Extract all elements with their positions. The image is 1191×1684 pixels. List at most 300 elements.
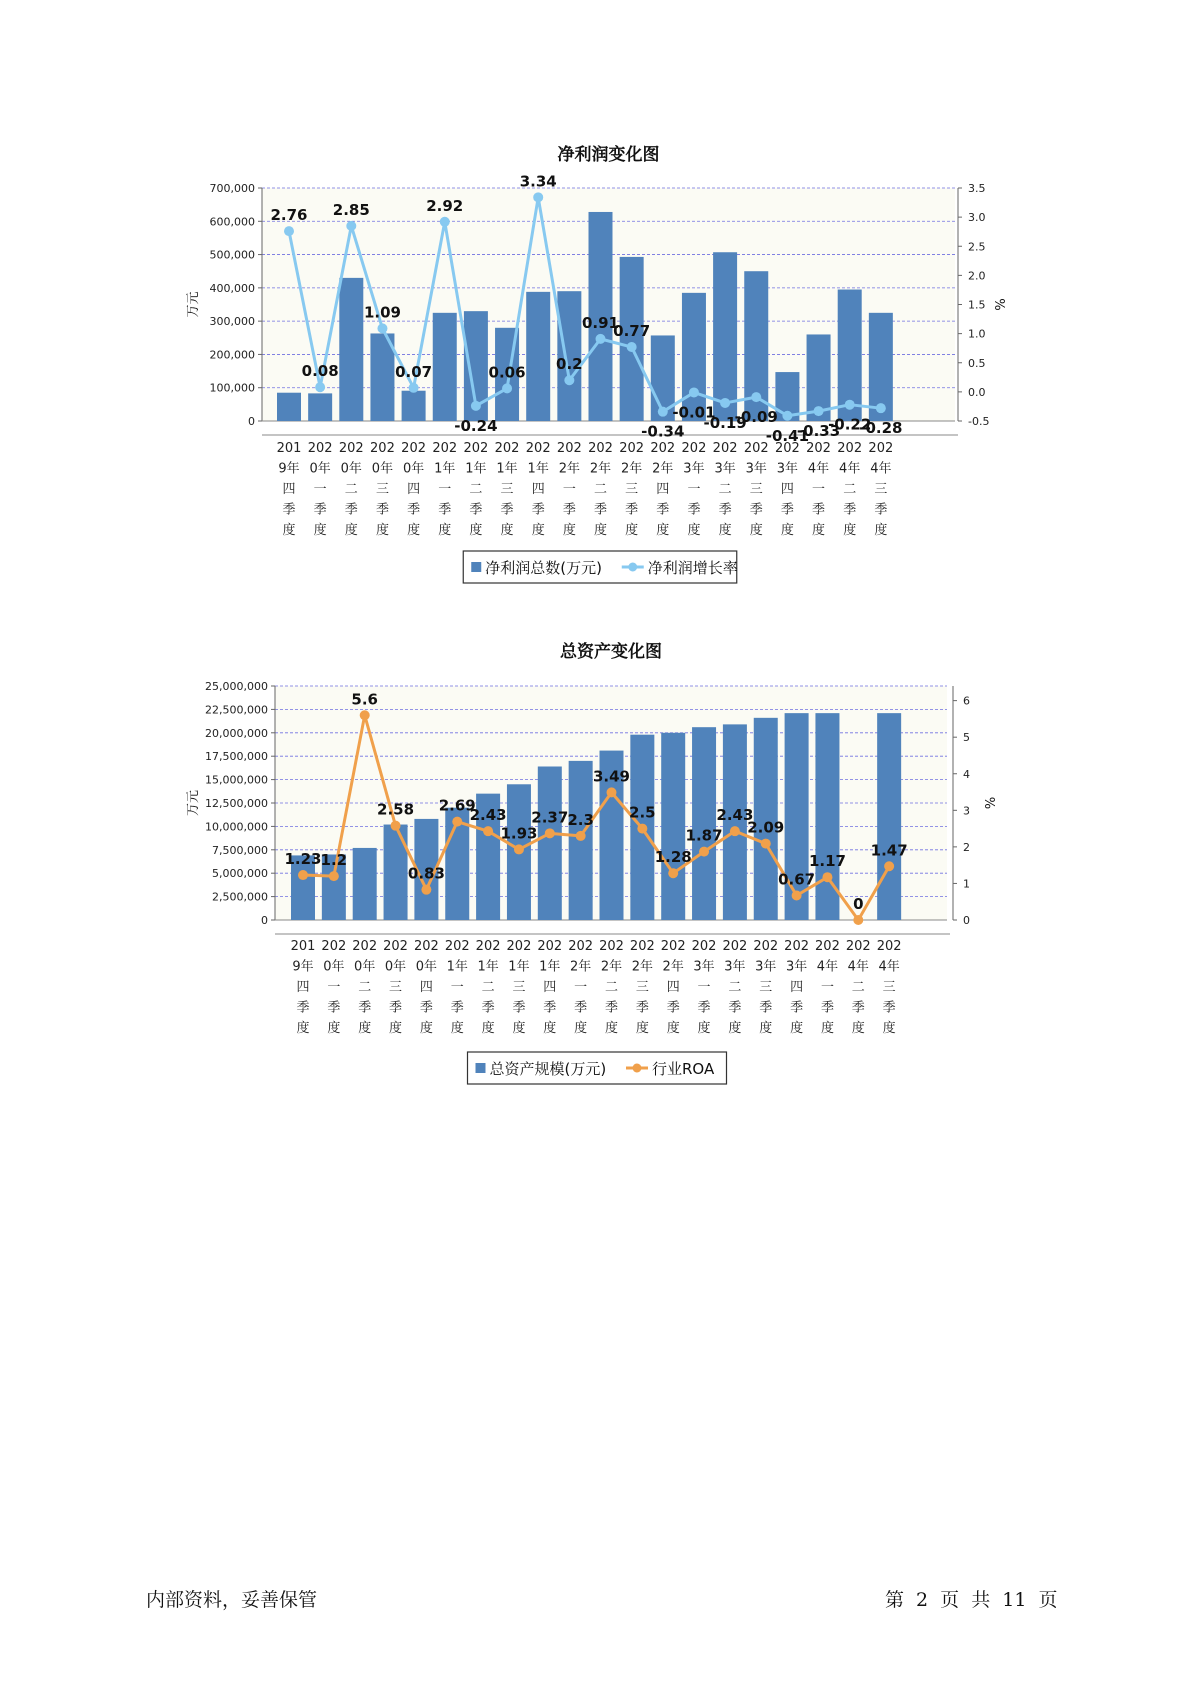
x-tick-label: 季 — [851, 1000, 865, 1016]
x-tick-label: 4年 — [878, 959, 900, 975]
x-tick-label: 一 — [327, 980, 341, 995]
x-tick-label: 0年 — [309, 461, 331, 477]
x-tick-label: 度 — [687, 523, 701, 538]
line-point — [720, 398, 730, 408]
data-label: 2.43 — [469, 806, 507, 825]
x-tick-label: 度 — [531, 523, 545, 538]
x-tick-label: 202 — [691, 939, 717, 954]
y2-tick-label: 3.0 — [968, 211, 986, 225]
x-tick-label: 季 — [389, 1000, 403, 1016]
x-tick-label: 度 — [635, 1021, 649, 1036]
x-tick-label: 二 — [481, 980, 495, 995]
x-tick-label: 1年 — [465, 461, 487, 477]
x-tick-label: 季 — [438, 502, 452, 518]
x-tick-label: 202 — [722, 939, 748, 954]
x-tick-label: 202 — [784, 939, 810, 954]
x-tick-label: 度 — [419, 1021, 433, 1036]
chart-title: 总资产变化图 — [560, 642, 662, 662]
x-tick-label: 度 — [481, 1021, 495, 1036]
x-tick-label: 季 — [574, 1000, 588, 1016]
data-label: -0.34 — [641, 422, 685, 441]
x-tick-label: 4年 — [870, 461, 892, 477]
x-tick-label: 四 — [407, 482, 421, 497]
x-tick-label: 度 — [843, 523, 857, 538]
x-tick-label: 3年 — [683, 461, 705, 477]
x-tick-label: 1年 — [446, 959, 468, 975]
y-tick-label: 0 — [261, 914, 268, 927]
x-tick-label: 度 — [851, 1021, 865, 1036]
bar — [277, 393, 301, 421]
x-tick-label: 三 — [500, 482, 514, 497]
x-tick-label: 202 — [743, 441, 769, 456]
x-tick-label: 季 — [358, 1000, 372, 1016]
x-tick-label: 季 — [635, 1000, 649, 1016]
x-tick-label: 202 — [806, 441, 831, 456]
y2-tick-label: 3 — [963, 804, 970, 818]
footer-confidential-note: 内部资料，妥善保管 — [146, 1589, 318, 1611]
x-tick-label: 202 — [660, 939, 686, 954]
bar — [682, 293, 706, 421]
y2-tick-label: 1.5 — [968, 298, 986, 312]
x-tick-label: 季 — [562, 502, 576, 518]
x-tick-label: 季 — [407, 502, 421, 518]
x-tick-label: 1年 — [496, 461, 518, 477]
y2-axis-title: % — [984, 796, 999, 810]
data-label: 0.2 — [556, 355, 583, 374]
data-label: -0.19 — [703, 413, 747, 432]
line-point — [853, 915, 863, 925]
x-tick-label: 202 — [629, 939, 655, 954]
x-tick-label: 一 — [438, 482, 452, 497]
data-label: -0.22 — [828, 415, 872, 434]
data-label: 3.49 — [592, 767, 631, 786]
x-tick-label: 季 — [820, 1000, 834, 1016]
data-label: 1.87 — [685, 826, 723, 845]
y-axis-title: 万元 — [186, 789, 201, 817]
line-point — [533, 192, 543, 202]
x-tick-label: 季 — [327, 1000, 341, 1016]
x-tick-label: 季 — [344, 502, 358, 518]
x-tick-label: 三 — [512, 980, 526, 995]
x-tick-label: 202 — [868, 441, 894, 456]
x-tick-label: 3年 — [714, 461, 736, 477]
y2-tick-label: 1.0 — [968, 327, 986, 341]
line-point — [884, 861, 894, 871]
x-tick-label: 季 — [419, 1000, 433, 1016]
data-label: 2.85 — [332, 200, 370, 219]
x-tick-label: 度 — [562, 523, 576, 538]
line-point — [329, 871, 339, 881]
x-tick-label: 季 — [812, 502, 826, 518]
data-label: 2.92 — [426, 196, 464, 215]
x-tick-label: 0年 — [384, 959, 407, 975]
y2-tick-label: 0.0 — [968, 385, 986, 399]
x-tick-label: 季 — [780, 502, 794, 518]
x-tick-label: 202 — [475, 939, 501, 954]
data-label: 1.93 — [500, 824, 538, 843]
line-point — [452, 817, 462, 827]
x-tick-label: 季 — [687, 502, 701, 518]
line-point — [483, 826, 493, 836]
x-tick-label: 度 — [882, 1021, 896, 1036]
x-tick-label: 度 — [313, 523, 327, 538]
y2-tick-label: 1 — [963, 877, 970, 891]
y-tick-label: 15,000,000 — [205, 773, 268, 787]
x-tick-label: 四 — [666, 980, 680, 995]
line-point — [360, 710, 370, 720]
data-label: -0.24 — [454, 416, 498, 435]
data-label: 2.5 — [629, 803, 656, 822]
x-tick-label: 9年 — [292, 959, 314, 975]
x-tick-label: 一 — [313, 482, 327, 497]
x-tick-label: 202 — [588, 441, 613, 456]
line-point — [751, 392, 761, 402]
x-tick-label: 度 — [438, 523, 452, 538]
x-tick-label: 季 — [593, 502, 608, 518]
x-tick-label: 202 — [383, 939, 408, 954]
x-tick-label: 2年 — [652, 461, 674, 477]
line-point — [502, 383, 512, 393]
x-tick-label: 季 — [296, 1000, 310, 1016]
x-tick-label: 二 — [843, 482, 857, 497]
x-tick-label: 202 — [568, 939, 594, 954]
x-tick-label: 度 — [282, 523, 296, 538]
data-label: 1.47 — [870, 841, 908, 860]
x-tick-label: 202 — [494, 441, 520, 456]
x-tick-label: 季 — [375, 502, 389, 518]
data-label: 0.77 — [613, 322, 651, 341]
x-tick-label: 4年 — [807, 461, 830, 477]
x-tick-label: 9年 — [278, 461, 300, 477]
x-tick-label: 季 — [450, 1000, 464, 1016]
x-tick-label: 季 — [543, 1000, 557, 1016]
x-tick-label: 202 — [525, 441, 551, 456]
x-tick-label: 季 — [874, 502, 888, 518]
bar — [526, 292, 550, 421]
y-tick-label: 100,000 — [209, 381, 255, 395]
x-tick-label: 一 — [697, 980, 711, 995]
x-tick-label: 度 — [780, 523, 794, 538]
chart-title: 净利润变化图 — [557, 145, 660, 165]
x-tick-label: 一 — [687, 482, 701, 497]
line-point — [284, 226, 294, 236]
y-tick-label: 600,000 — [209, 215, 255, 229]
x-tick-label: 季 — [759, 1000, 773, 1016]
x-tick-label: 季 — [728, 1000, 742, 1016]
legend-label: 总资产规模(万元) — [489, 1060, 607, 1078]
x-tick-label: 度 — [574, 1021, 588, 1036]
bar — [308, 393, 332, 421]
x-tick-label: 202 — [556, 441, 582, 456]
x-tick-label: 季 — [656, 502, 670, 518]
x-tick-label: 度 — [450, 1021, 464, 1036]
data-label: 2.09 — [747, 818, 785, 837]
x-tick-label: 202 — [753, 939, 779, 954]
x-tick-label: 季 — [481, 1000, 495, 1016]
x-tick-label: 季 — [749, 502, 763, 518]
x-tick-label: 202 — [712, 441, 738, 456]
bar — [713, 252, 737, 421]
line-point — [658, 407, 668, 417]
x-tick-label: 季 — [469, 502, 483, 518]
line-point — [689, 387, 699, 397]
line-point — [346, 221, 356, 231]
data-label: 1.17 — [808, 852, 846, 871]
x-tick-label: 三 — [749, 482, 763, 497]
data-label: 2.37 — [531, 808, 569, 827]
x-tick-label: 202 — [599, 939, 624, 954]
x-tick-label: 0年 — [402, 461, 425, 477]
y2-tick-label: 3.5 — [968, 182, 986, 195]
legend — [468, 1052, 727, 1084]
bar — [339, 278, 363, 421]
data-label: 2.3 — [567, 810, 594, 829]
x-tick-label: 一 — [574, 980, 588, 995]
x-tick-label: 度 — [358, 1021, 372, 1036]
x-tick-label: 度 — [812, 523, 826, 538]
x-tick-label: 季 — [625, 502, 639, 518]
x-tick-label: 度 — [697, 1021, 711, 1036]
x-tick-label: 202 — [463, 441, 489, 456]
x-tick-label: 2年 — [558, 461, 580, 477]
line-point — [607, 787, 617, 797]
x-tick-label: 度 — [625, 523, 639, 538]
line-point — [668, 868, 678, 878]
x-tick-label: 0年 — [415, 959, 438, 975]
x-tick-label: 度 — [820, 1021, 834, 1036]
y2-tick-label: 5 — [963, 731, 970, 745]
y-axis-title: 万元 — [186, 291, 201, 318]
x-tick-label: 度 — [296, 1021, 310, 1036]
x-tick-label: 202 — [537, 939, 563, 954]
data-label: -0.41 — [765, 426, 810, 445]
y-tick-label: 10,000,000 — [205, 820, 268, 834]
y-tick-label: 400,000 — [209, 281, 255, 295]
data-label: -0.33 — [796, 422, 841, 441]
x-tick-label: 2年 — [589, 461, 612, 477]
y2-tick-label: -0.5 — [968, 415, 990, 428]
line-point — [761, 839, 771, 849]
data-label: 2.76 — [270, 206, 308, 225]
x-tick-label: 四 — [531, 482, 545, 497]
data-label: 1.28 — [654, 848, 692, 867]
footer-page-number: 第 2 页 共 11 页 — [885, 1589, 1058, 1611]
bar — [433, 313, 457, 421]
x-tick-label: 202 — [876, 939, 902, 954]
x-tick-label: 1年 — [539, 959, 561, 975]
line-point — [699, 847, 709, 857]
data-label: 0.83 — [407, 864, 445, 883]
x-tick-label: 0年 — [340, 461, 362, 477]
net-profit-chart — [186, 144, 1009, 583]
line-point — [298, 870, 308, 880]
x-tick-label: 0年 — [371, 461, 394, 477]
x-tick-label: 0年 — [323, 959, 345, 975]
line-point — [576, 831, 586, 841]
x-tick-label: 202 — [338, 441, 364, 456]
x-tick-label: 度 — [407, 523, 421, 538]
x-tick-label: 202 — [650, 441, 676, 456]
x-tick-label: 度 — [469, 523, 483, 538]
y2-tick-label: 6 — [963, 694, 970, 708]
bar — [877, 713, 901, 920]
y-tick-label: 200,000 — [209, 348, 255, 362]
legend-label: 净利润增长率 — [647, 559, 738, 577]
x-tick-label: 202 — [774, 441, 800, 456]
data-label: -0.09 — [734, 408, 778, 427]
x-tick-label: 2年 — [600, 959, 623, 975]
y-tick-label: 0 — [248, 415, 255, 428]
x-tick-label: 度 — [728, 1021, 742, 1036]
line-point — [545, 828, 555, 838]
data-label: 0.06 — [488, 363, 526, 382]
legend — [463, 551, 738, 583]
x-tick-label: 季 — [282, 502, 296, 518]
x-tick-label: 三 — [375, 482, 389, 497]
y-tick-label: 300,000 — [209, 315, 255, 329]
x-tick-label: 度 — [604, 1021, 619, 1036]
y-tick-label: 700,000 — [209, 182, 255, 195]
data-label: 0.91 — [581, 313, 620, 332]
x-tick-label: 三 — [882, 980, 896, 995]
total-assets-chart — [186, 641, 999, 1084]
x-tick-label: 4年 — [839, 461, 861, 477]
x-tick-label: 4年 — [847, 959, 869, 975]
y-tick-label: 22,500,000 — [205, 703, 268, 717]
x-tick-label: 三 — [874, 482, 888, 497]
data-label: 1.09 — [363, 303, 401, 322]
x-tick-label: 三 — [635, 980, 649, 995]
x-tick-label: 二 — [604, 980, 619, 995]
x-tick-label: 季 — [697, 1000, 711, 1016]
legend-swatch-point — [633, 1064, 642, 1073]
legend-swatch-bar — [476, 1063, 486, 1073]
x-tick-label: 季 — [313, 502, 327, 518]
x-tick-label: 三 — [625, 482, 639, 497]
x-tick-label: 二 — [344, 482, 358, 497]
x-tick-label: 202 — [444, 939, 470, 954]
line-point — [409, 383, 419, 393]
line-point — [876, 403, 886, 413]
legend-swatch-point — [628, 563, 637, 572]
line-point — [822, 872, 832, 882]
legend-swatch-bar — [471, 562, 481, 572]
line-point — [627, 342, 637, 352]
x-tick-label: 1年 — [434, 461, 456, 477]
x-tick-label: 度 — [375, 523, 389, 538]
x-tick-label: 二 — [469, 482, 483, 497]
y-tick-label: 25,000,000 — [205, 680, 268, 693]
y-tick-label: 5,000,000 — [212, 867, 268, 881]
y-tick-label: 500,000 — [209, 248, 255, 262]
x-tick-label: 度 — [790, 1021, 804, 1036]
y-tick-label: 2,500,000 — [212, 890, 268, 904]
x-tick-label: 度 — [874, 523, 888, 538]
x-tick-label: 度 — [718, 523, 732, 538]
x-tick-label: 一 — [450, 980, 464, 995]
x-tick-label: 202 — [619, 441, 645, 456]
line-point — [814, 406, 824, 416]
x-tick-label: 度 — [512, 1021, 526, 1036]
data-label: 5.6 — [351, 690, 378, 709]
x-tick-label: 季 — [512, 1000, 526, 1016]
x-tick-label: 度 — [389, 1021, 403, 1036]
x-tick-label: 季 — [790, 1000, 804, 1016]
x-tick-label: 202 — [681, 441, 707, 456]
line-point — [637, 824, 647, 834]
x-tick-label: 202 — [837, 441, 863, 456]
x-tick-label: 季 — [882, 1000, 896, 1016]
line-point — [845, 400, 855, 410]
x-tick-label: 202 — [506, 939, 532, 954]
x-tick-label: 度 — [344, 523, 358, 538]
bar — [661, 733, 685, 920]
bar — [402, 391, 426, 421]
line-point — [730, 826, 740, 836]
x-tick-label: 季 — [718, 502, 732, 518]
data-label: -0.28 — [859, 419, 903, 438]
line-point — [564, 375, 574, 385]
y-tick-label: 12,500,000 — [205, 797, 268, 810]
line-point — [391, 821, 401, 831]
y-tick-label: 17,500,000 — [205, 750, 268, 764]
data-label: 3.34 — [519, 172, 557, 191]
x-tick-label: 202 — [307, 441, 333, 456]
data-label: 2.69 — [438, 796, 476, 815]
data-label: 1.23 — [284, 850, 322, 869]
x-tick-label: 一 — [562, 482, 576, 497]
x-tick-label: 202 — [352, 939, 378, 954]
data-label: 0.07 — [395, 362, 433, 381]
x-tick-label: 度 — [656, 523, 670, 538]
x-tick-label: 三 — [389, 980, 403, 995]
data-label: 0 — [853, 895, 864, 913]
x-tick-label: 度 — [327, 1021, 341, 1036]
line-point — [471, 401, 481, 411]
x-tick-label: 3年 — [745, 461, 767, 477]
x-tick-label: 二 — [728, 980, 742, 995]
x-tick-label: 二 — [593, 482, 608, 497]
x-tick-label: 2年 — [631, 959, 653, 975]
x-tick-label: 202 — [845, 939, 871, 954]
bar — [538, 766, 562, 920]
x-tick-label: 四 — [296, 980, 310, 995]
x-tick-label: 四 — [780, 482, 794, 497]
x-tick-label: 1年 — [508, 959, 530, 975]
x-tick-label: 1年 — [527, 461, 549, 477]
x-tick-label: 四 — [790, 980, 804, 995]
legend-label: 净利润总数(万元) — [485, 559, 602, 577]
x-tick-label: 201 — [276, 441, 302, 456]
x-tick-label: 2年 — [662, 959, 684, 975]
y2-tick-label: 0.5 — [968, 356, 986, 370]
y2-tick-label: 4 — [963, 767, 970, 781]
x-tick-label: 四 — [282, 482, 296, 497]
y2-tick-label: 2.5 — [968, 240, 986, 254]
x-tick-label: 202 — [321, 939, 347, 954]
x-tick-label: 度 — [593, 523, 608, 538]
data-label: 0.67 — [778, 870, 816, 889]
x-tick-label: 度 — [666, 1021, 680, 1036]
x-tick-label: 二 — [718, 482, 732, 497]
x-tick-label: 二 — [358, 980, 372, 995]
x-tick-label: 202 — [432, 441, 458, 456]
x-tick-label: 季 — [531, 502, 545, 518]
x-tick-label: 3年 — [785, 959, 808, 975]
x-tick-label: 季 — [666, 1000, 680, 1016]
y2-axis-title: % — [994, 298, 1009, 311]
x-tick-label: 度 — [749, 523, 763, 538]
